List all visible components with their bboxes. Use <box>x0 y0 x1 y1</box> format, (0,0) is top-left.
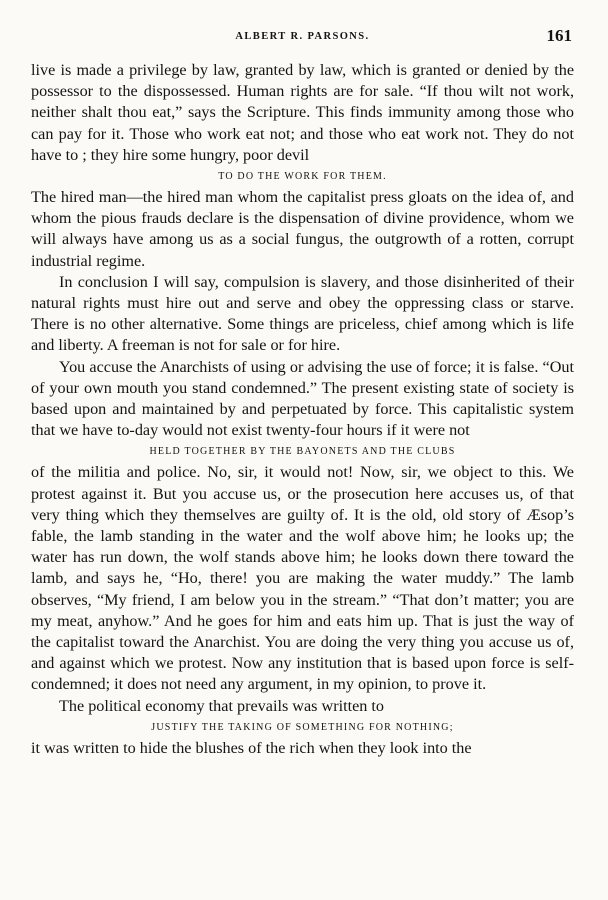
paragraph-7: it was written to hide the blushes of the rich when they look into the <box>31 738 472 757</box>
page-header <box>31 24 574 50</box>
paragraph-1: live is made a privilege by law, granted by law, which is granted or denied by the possessor to the dispossessed. Human rights are for sale. “If thou wilt not work, neither shalt thou eat,” says the Scripture. This finds immunity among those who can pay for it. Those who work eat not; and those who eat work not. They do not have to ; they hire some hungry, poor devil <box>31 61 574 164</box>
paragraph-5: of the militia and police. No, sir, it would not! Now, sir, we object to this. We protest against it. But you accuse us, or the prosecution here accuses us, of that very thing which they themselves are guilty of. It is the old, old story of Æsop’s fable, the lamb standing in the water and the wolf above him; he looks up; the water has run down, the wolf stands above him; he looks down there toward the lamb, and says he, “Ho, there! you are making the water muddy.” The lamb observes, “My friend, I am below you in the stream.” “That don’t matter; you are my meat, anyhow.” And he goes for him and eats him up. That is just the way of the capitalist toward the Anarchist. You are doing the very thing you accuse us of, and against which we protest. Now any institution that is based upon force is self-condemned; it does not need any argument, in my opinion, to prove it. <box>31 463 574 694</box>
paragraph-2: The hired man—the hired man whom the capitalist press gloats on the idea of, and whom the pious frauds declare is the dispensation of divine providence, whom we will always have among us as a social fungus, the outgrowth of a rotten, corrupt industrial regime. <box>31 188 574 270</box>
paragraph-6: The political economy that prevails was written to <box>59 696 385 715</box>
paragraph-3: In conclusion I will say, compulsion is slavery, and those disinherited of their natural rights must hire out and serve and obey the oppressing class or starve. There is no other alternative. Some things are priceless, chief among which is life and liberty. A freeman is not for sale or for hire. <box>31 272 574 355</box>
subheading-2: HELD TOGETHER BY THE BAYONETS AND THE CLUBS <box>149 446 456 458</box>
page-number: 161 <box>546 26 572 45</box>
running-head: ALBERT R. PARSONS. <box>235 31 370 42</box>
body-text <box>31 60 574 759</box>
subheading-3: JUSTIFY THE TAKING OF SOMETHING FOR NOTHING; <box>151 721 454 733</box>
subheading-1: TO DO THE WORK FOR THEM. <box>218 171 387 183</box>
paragraph-4: You accuse the Anarchists of using or advising the use of force; it is false. “Out of your own mouth you stand condemned.” The present existing state of society is based upon and maintained by and perpetuated by force. This capitalistic system that we have to-day would not exist twenty-four hours if it were not <box>31 357 574 440</box>
